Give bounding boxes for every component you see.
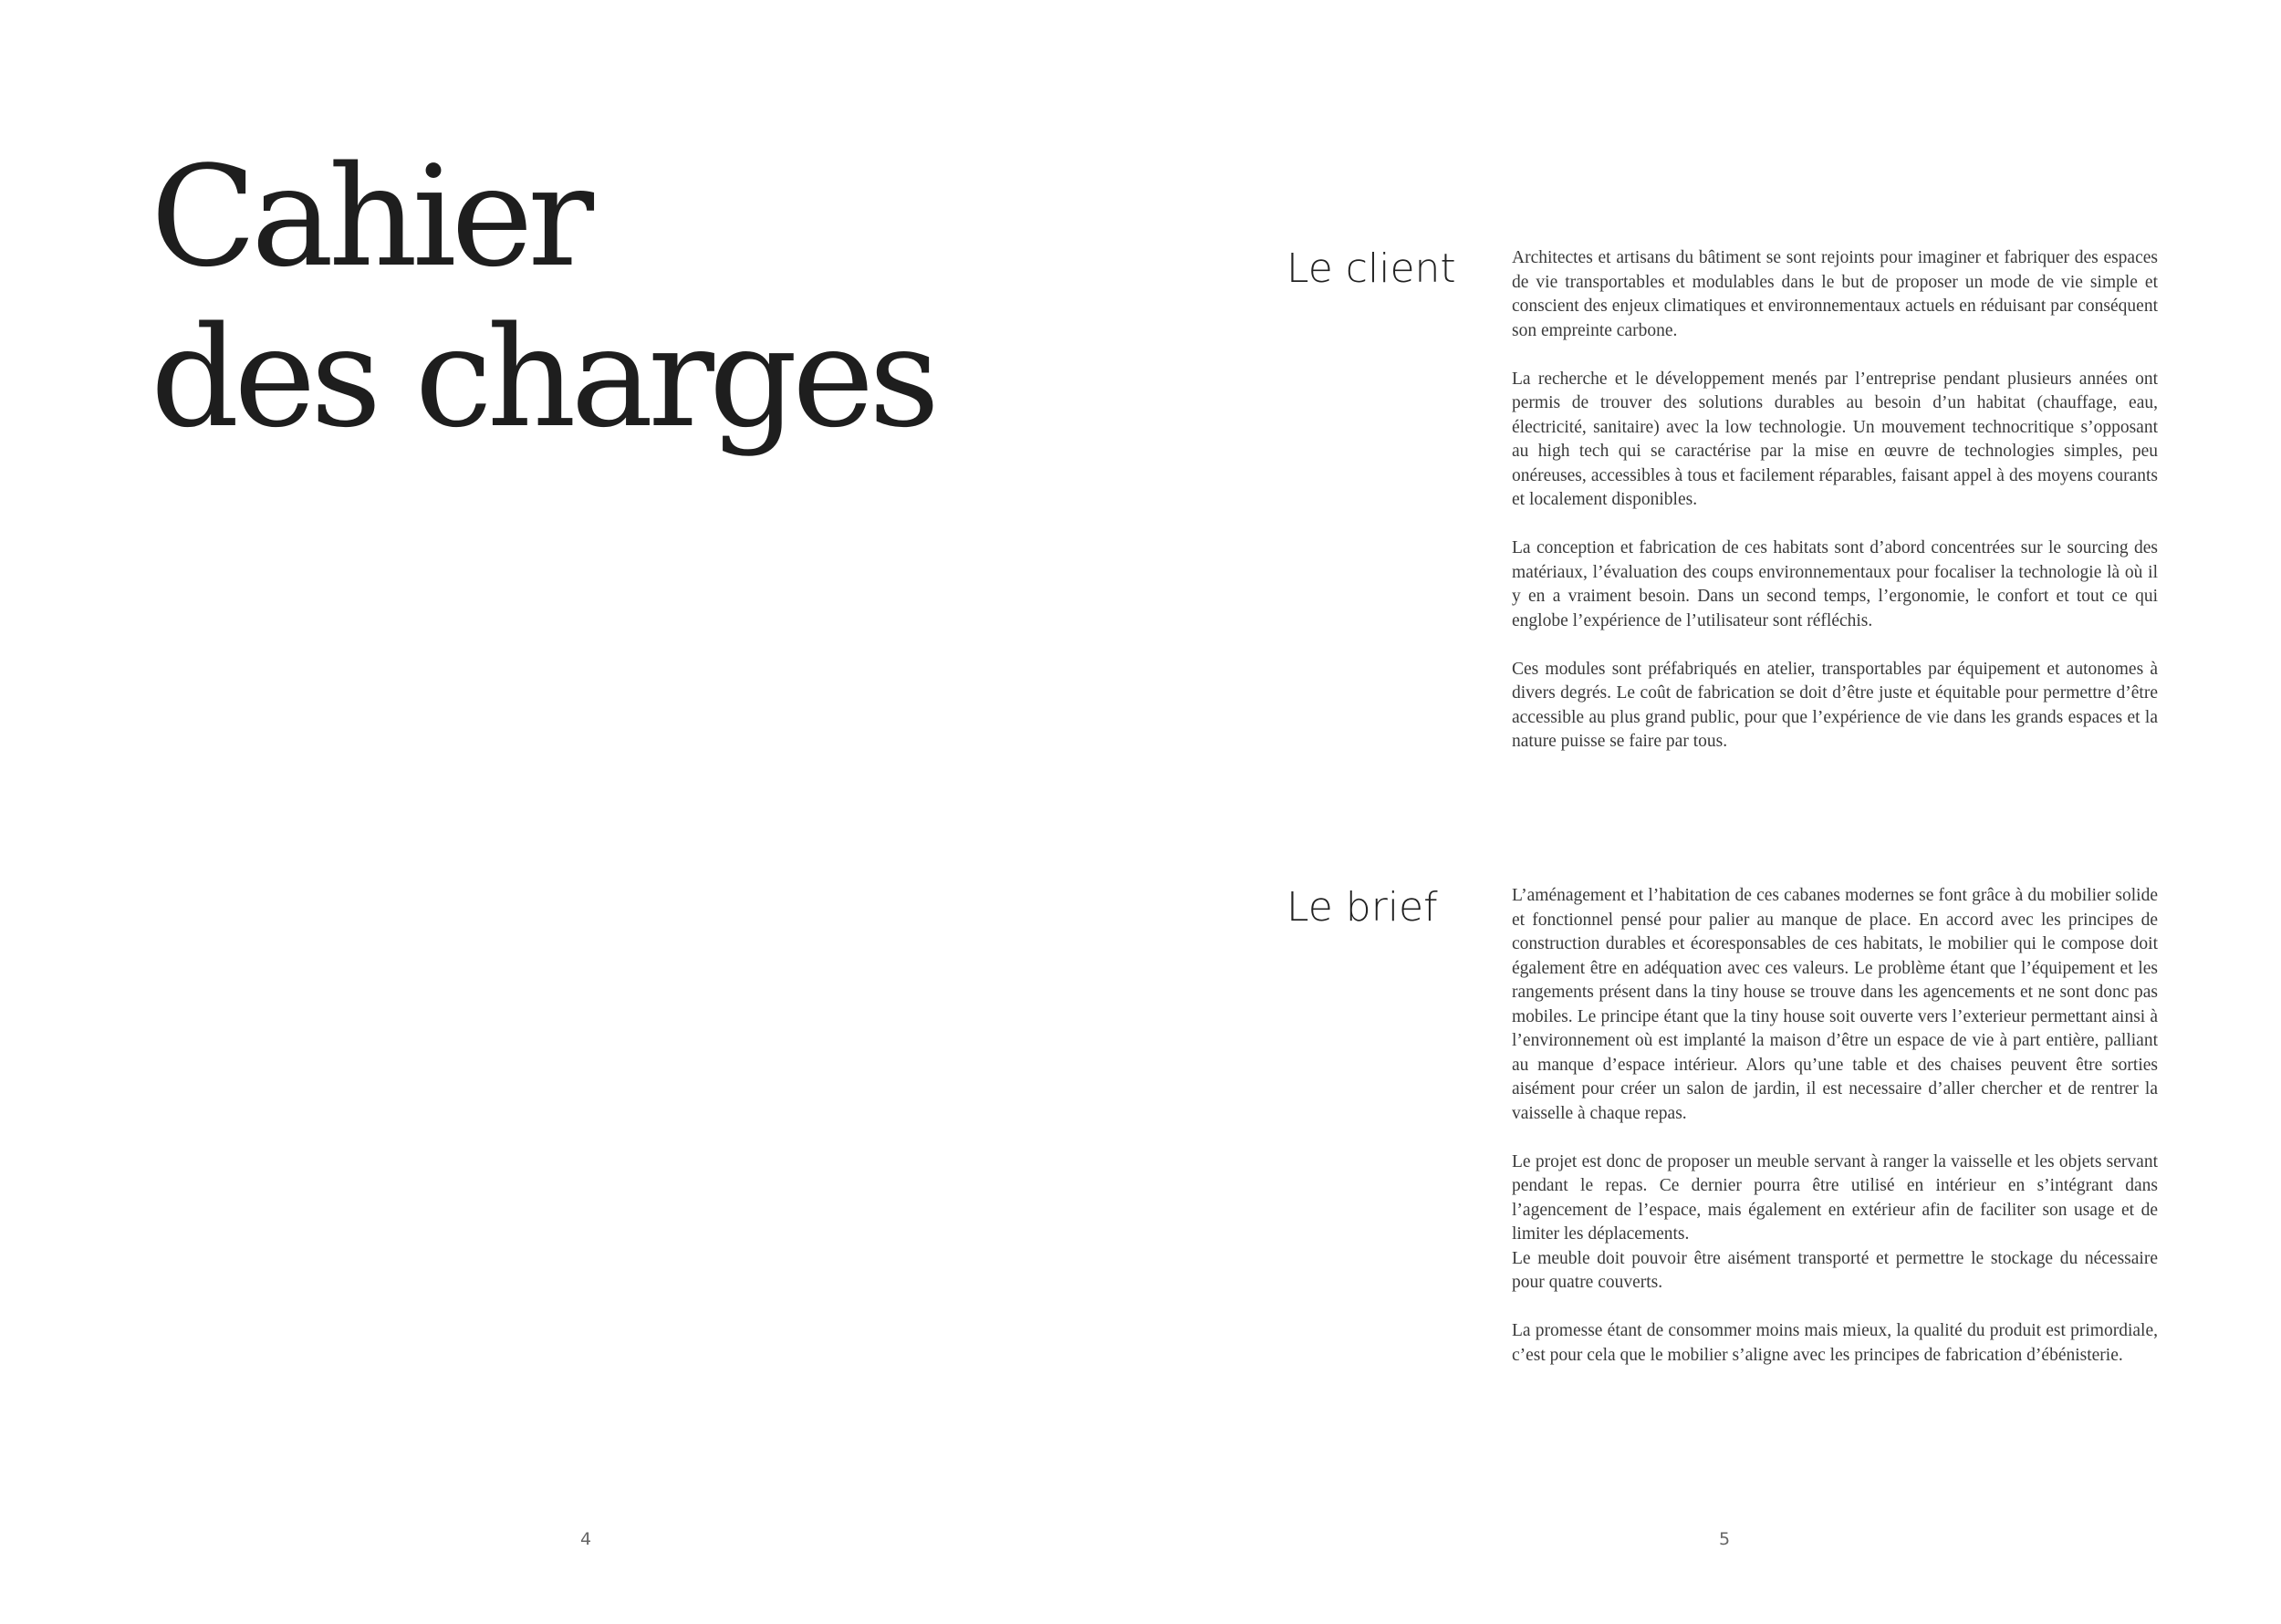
title-line-2: des charges — [151, 297, 935, 458]
client-paragraph-1: Architectes et artisans du bâtiment se sont rejoints pour imaginer et fabriquer des espaces de vie transportables et modulables dans le but de proposer un mode de vie simple et conscient des enjeux climatiques et environnementaux actuels en réduisant par conséquent son empreinte carbone. — [1512, 248, 2158, 340]
brief-paragraph-2: Le projet est donc de proposer un meuble servant à ranger la vaisselle et les objets servant pendant le repas. Ce dernier pourra être utilisé en intérieur en s’intégrant dans l’agencement de l’espace, mais également en extérieur afin de faciliter son usage et de limiter les déplacements. — [1512, 1151, 2158, 1244]
client-paragraph-4: Ces modules sont préfabriqués en atelier, transportables par équipement et autonomes à divers degrés. Le coût de fabrication se doit d’être juste et équitable pour permettre d’être accessible au plus grand public, pour que l’expérience de vie dans les grands espaces et la nature puisse se faire par tous. — [1512, 659, 2158, 751]
client-text-block — [1512, 246, 2158, 778]
brief-paragraph-3: Le meuble doit pouvoir être aisément transporté et permettre le stockage du nécessaire pour quatre couverts. — [1512, 1248, 2158, 1292]
page-number-right: 5 — [1719, 1529, 1731, 1549]
title-line-1: Cahier — [151, 136, 589, 297]
page-number-left: 4 — [580, 1529, 592, 1549]
right-page — [1140, 0, 2281, 1624]
client-paragraph-3: La conception et fabrication de ces habitats sont d’abord concentrées sur le sourcing des matériaux, l’évaluation des coups environnementaux pour focaliser la technologie là où il y en a vraiment besoin. Dans un second temps, l’ergonomie, le confort et tout ce qui englobe l’expérience de l’utilisateur sont réfléchis. — [1512, 538, 2158, 630]
brief-paragraph-4: La promesse étant de consommer moins mais mieux, la qualité du produit est primordiale, c’est pour cela que le mobilier s’aligne avec les principes de fabrication d’ébénisterie. — [1512, 1321, 2158, 1365]
brief-text-block — [1512, 884, 2158, 1392]
section-heading-client: Le client — [1286, 245, 1456, 292]
brief-paragraph-1: L’aménagement et l’habitation de ces cabanes modernes se font grâce à du mobilier solide et fonctionnel pensé pour palier au manque de place. En accord avec les principes de construction durables et écoresponsables de ces habitats, le mobilier qui le compose doit également être en adéquation avec ces valeurs. Le problème étant que l’équipement et les rangements présent dans la tiny house se trouve dans les agencements et ne sont donc pas mobiles. Le principe étant que la tiny house soit ouverte vers l’exterieur permettant ainsi à l’environnement où est implanté la maison d’être un espace de vie à part entière, palliant au manque d’espace intérieur. Alors qu’une table et des chaises peuvent être sorties aisément pour créer un salon de jardin, il est necessaire d’aller chercher et de rentrer la vaisselle à chaque repas. — [1512, 886, 2158, 1123]
section-heading-brief: Le brief — [1286, 884, 1438, 931]
page-title — [151, 137, 934, 458]
left-page — [0, 0, 1140, 1624]
client-paragraph-2: La recherche et le développement menés par l’entreprise pendant plusieurs années ont permis de trouver des solutions durables au besoin d’un habitat (chauffage, eau, électricité, sanitaire) avec la low technologie. Un mouvement technocritique s’opposant au high tech qui se caractérise par la mise en œuvre de technologies simples, peu onéreuses, accessibles à tous et facilement réparables, faisant appel à des moyens courants et localement disponibles. — [1512, 369, 2158, 509]
